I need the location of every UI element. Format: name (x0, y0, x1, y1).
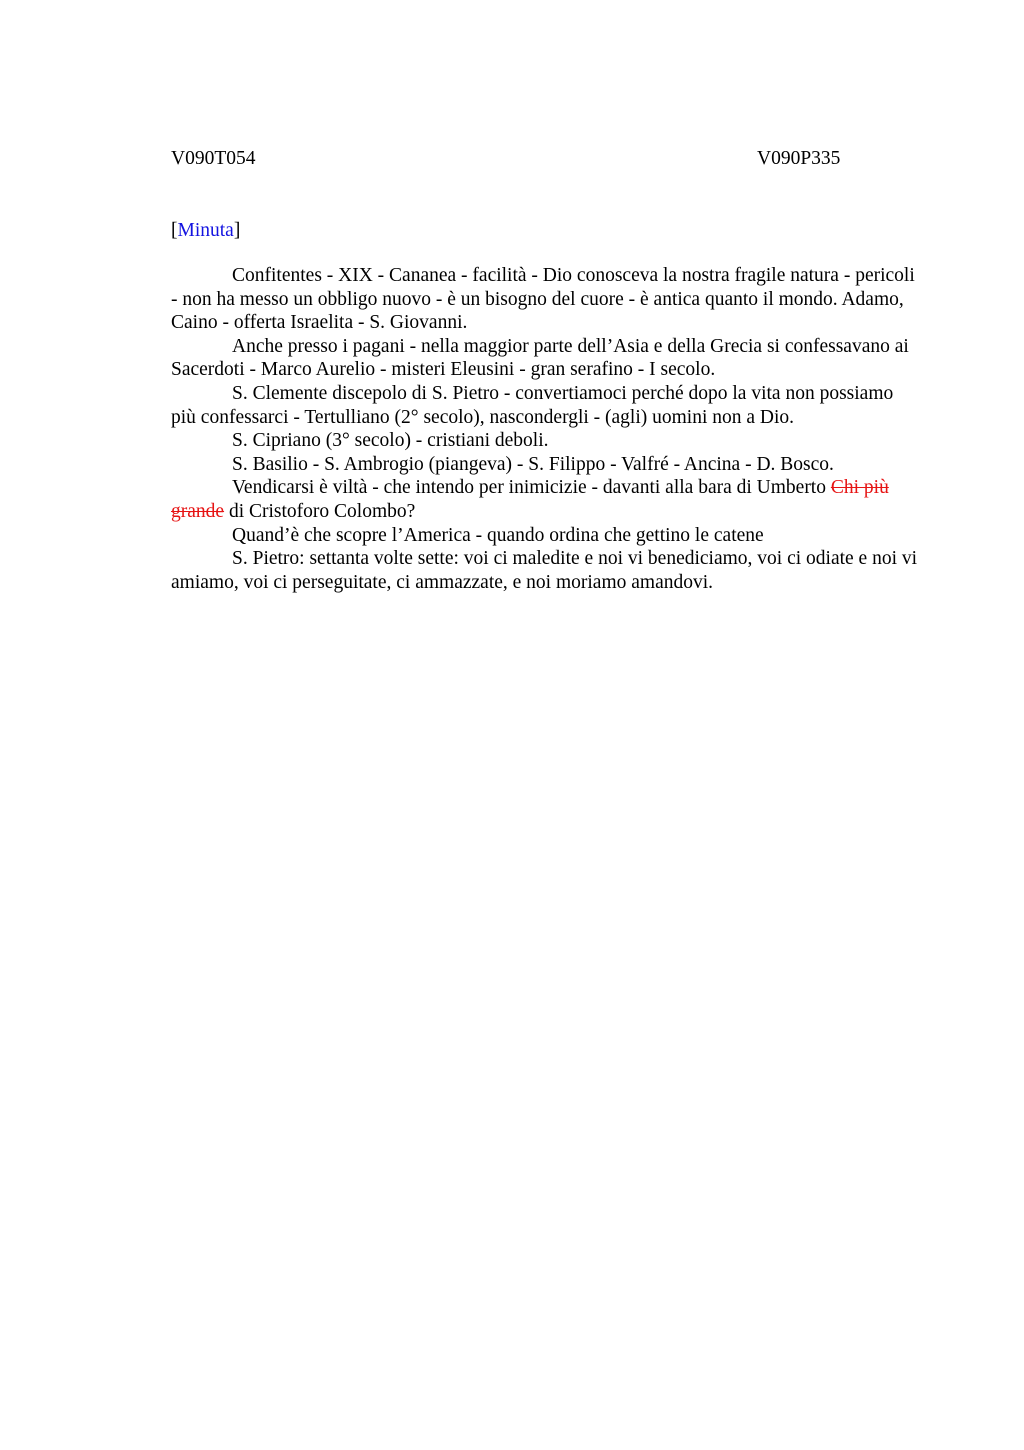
paragraph: Quand’è che scopre l’America - quando ordina che gettino le catene (232, 524, 764, 546)
paragraph-text-before: Vendicarsi è viltà - che intendo per inimicizie - davanti alla bara di Umberto (232, 477, 831, 499)
paragraph: Anche presso i pagani - nella maggior parte dell’Asia e della Grecia si confessavano ai Sacerdoti - Marco Aurelio - misteri Eleusini - gran serafino - I secolo. (171, 335, 909, 381)
deleted-text: Chi più grande (171, 477, 889, 522)
label-close-bracket: ] (233, 220, 241, 241)
document-body (171, 264, 919, 594)
document-header (171, 146, 921, 172)
document-code-right: V090P335 (757, 148, 841, 169)
paragraph: Confitentes - XIX - Cananea - facilità - Dio conosceva la nostra fragile natura - pericoli - non ha messo un obbligo nuovo - è un bisogno del cuore - è antica quanto il mondo. Adamo, Caino - offerta Israelita - S. Giovanni. (171, 265, 915, 334)
paragraph-with-deletion (171, 476, 919, 523)
document-type-label (171, 218, 921, 244)
label-open-bracket: [ (171, 220, 178, 241)
paragraph: S. Clemente discepolo di S. Pietro - convertiamoci perché dopo la vita non possiamo più confessarci - Tertulliano (2° secolo), nascondergli - (agli) uomini non a Dio. (171, 382, 894, 428)
document-page (171, 146, 921, 594)
paragraph-text-after: di Cristoforo Colombo? (224, 500, 416, 522)
paragraph: S. Basilio - S. Ambrogio (piangeva) - S. Filippo - Valfré - Ancina - D. Bosco. (232, 453, 834, 475)
label-text: Minuta (177, 220, 234, 241)
document-code-left: V090T054 (171, 148, 256, 169)
paragraph: S. Cipriano (3° secolo) - cristiani deboli. (232, 430, 549, 452)
paragraph: S. Pietro: settanta volte sette: voi ci maledite e noi vi benediciamo, voi ci odiate e noi vi amiamo, voi ci perseguitate, ci ammazzate, e noi moriamo amandovi. (171, 548, 918, 593)
